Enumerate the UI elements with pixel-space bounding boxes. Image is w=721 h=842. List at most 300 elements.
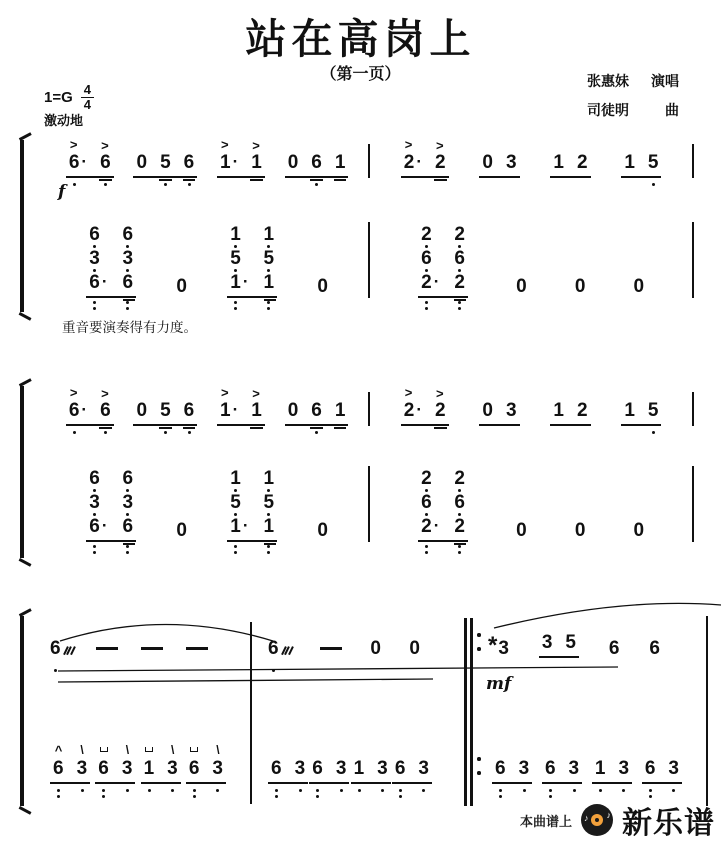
tremolo-icon — [283, 646, 292, 655]
note-digit: 2 — [454, 271, 465, 293]
note-digit: 2 — [403, 399, 415, 421]
note — [544, 757, 556, 779]
accent-icon: > — [101, 137, 109, 153]
octave-dots — [312, 789, 323, 798]
chord-level — [89, 272, 107, 292]
chord-level — [454, 272, 465, 292]
repeat-dot — [477, 757, 481, 761]
chord-level — [264, 272, 275, 292]
chord-level — [230, 492, 241, 512]
chord — [123, 224, 134, 292]
note-digit: 3 — [212, 757, 223, 779]
chord — [264, 468, 275, 536]
beam-group — [401, 385, 449, 426]
note-digit: 2 — [421, 515, 432, 537]
note-digit: 3 — [618, 757, 630, 779]
chord-level — [264, 516, 275, 536]
note — [50, 637, 73, 659]
beam-group — [309, 757, 349, 784]
repeat-dot — [477, 771, 481, 775]
sixteenth-beam — [250, 179, 263, 181]
beam-group — [217, 385, 265, 426]
octave-dots — [144, 789, 155, 792]
note-digit: 1 — [553, 399, 564, 421]
music-note-icon: ♪ — [606, 810, 611, 820]
beam-group — [268, 757, 308, 784]
note-digit: 5 — [160, 399, 171, 421]
note — [594, 757, 606, 779]
system-bracket — [20, 386, 24, 558]
note-digit: 2 — [576, 151, 588, 173]
measure — [370, 385, 692, 426]
beam-group — [592, 757, 632, 784]
chord-beam-group — [86, 468, 136, 542]
note-digit: 6 — [122, 223, 134, 245]
sixteenth-beam — [99, 179, 112, 181]
octave-dots — [234, 545, 237, 554]
performer-role: 演唱 — [651, 73, 679, 89]
brand-name: 新乐谱 — [622, 807, 715, 840]
note-digit: 6 — [268, 637, 279, 659]
ornament-group: * 3 — [488, 632, 509, 659]
note-digit: 6 — [100, 399, 111, 421]
note-digit: 2 — [421, 467, 432, 489]
chord-level — [89, 224, 100, 244]
dot-after: · — [81, 152, 88, 172]
note-digit: 1 — [353, 757, 365, 779]
octave-dot — [126, 301, 129, 304]
note — [136, 399, 148, 421]
octave-dot — [425, 551, 428, 554]
note-digit: 6 — [421, 247, 432, 269]
accent-icon: > — [436, 137, 444, 153]
repeat-dot — [477, 633, 481, 637]
octave-dots — [93, 545, 96, 554]
octave-dot — [126, 789, 129, 792]
note-digit: 5 — [565, 631, 576, 653]
octave-dots — [184, 183, 195, 186]
octave-dot — [81, 789, 84, 792]
octave-dots — [648, 431, 659, 434]
note — [68, 385, 88, 421]
beam-group — [217, 137, 265, 178]
note-digit: 1 — [220, 151, 231, 173]
octave-dots — [545, 789, 556, 798]
note-digit: 2 — [454, 467, 465, 489]
note-digit: 0 — [287, 399, 299, 421]
slash-fingering-icon: \ — [80, 742, 84, 757]
note — [647, 151, 659, 173]
octave-dot — [275, 795, 278, 798]
barline — [250, 622, 252, 804]
note-digit: 1 — [263, 515, 275, 537]
octave-dot — [622, 789, 625, 792]
measure — [46, 224, 368, 298]
expression-mark: 激动地 — [44, 113, 84, 128]
dot-after: · — [242, 516, 249, 536]
chord-level — [230, 272, 248, 292]
note-digit: 6 — [122, 515, 134, 537]
octave-dots — [354, 789, 365, 792]
octave-dot — [267, 301, 270, 304]
note — [618, 757, 630, 779]
octave-dot — [458, 307, 461, 310]
dash-extension — [141, 647, 163, 650]
rest-note — [176, 519, 187, 541]
chord-beam-group — [86, 224, 136, 298]
system1-chord-row — [46, 222, 694, 298]
chord-level — [421, 516, 439, 536]
measure — [46, 385, 368, 426]
measure — [46, 137, 368, 178]
site-watermark — [520, 798, 715, 842]
sixteenth-beam — [250, 427, 263, 429]
note-digit: 3 — [518, 757, 530, 779]
sixteenth-beam — [434, 427, 447, 429]
note-digit: 1 — [624, 399, 635, 421]
octave-dots — [311, 431, 322, 434]
sixteenth-beam — [310, 427, 323, 429]
octave-dot — [188, 183, 191, 186]
octave-dots — [53, 789, 64, 798]
note-digit: 1 — [230, 515, 241, 537]
beam-group — [95, 742, 135, 784]
sixteenth-beam — [159, 427, 172, 429]
chord-level — [123, 248, 134, 268]
note — [183, 151, 195, 173]
note — [403, 385, 423, 421]
note — [553, 399, 564, 421]
tremolo-icon — [65, 646, 74, 655]
octave-dot — [267, 545, 270, 548]
note-digit: 0 — [516, 275, 527, 297]
note — [624, 399, 635, 421]
octave-dot — [164, 183, 167, 186]
octave-dots — [167, 789, 178, 792]
note-digit: 0 — [317, 519, 328, 541]
note-digit: 2 — [421, 271, 432, 293]
octave-dot — [499, 795, 502, 798]
note-digit: 6 — [394, 757, 406, 779]
note-digit: 3 — [76, 757, 88, 779]
octave-dots — [377, 789, 388, 792]
beam-group — [621, 399, 661, 426]
beam-group — [392, 757, 432, 784]
chord-level — [123, 516, 134, 536]
note-digit: 1 — [143, 757, 155, 779]
dash-extension — [320, 647, 342, 650]
octave-dots — [69, 183, 80, 186]
chord-level — [454, 468, 465, 488]
accent-icon: > — [221, 137, 229, 153]
note-digit: 6 — [454, 247, 465, 269]
note-digit: 0 — [136, 151, 148, 173]
beam-group — [550, 399, 590, 426]
chord — [230, 468, 248, 536]
note — [100, 137, 111, 173]
note-digit: 3 — [122, 491, 134, 513]
music-note-icon: ♪ — [584, 813, 589, 823]
note — [435, 385, 446, 421]
chord-level — [264, 492, 275, 512]
octave-dot — [126, 551, 129, 554]
barline — [692, 466, 694, 542]
dot-after: · — [433, 516, 440, 536]
system-bracket — [20, 140, 24, 312]
octave-dots — [212, 789, 223, 792]
note-digit: 5 — [263, 247, 275, 269]
vinyl-record-icon — [581, 804, 613, 836]
octave-dot — [649, 789, 652, 792]
note — [188, 757, 200, 779]
octave-dots — [648, 183, 659, 186]
chord-level — [454, 492, 465, 512]
octave-dot — [216, 789, 219, 792]
chord-level — [264, 224, 275, 244]
note-digit: 6 — [89, 223, 100, 245]
octave-dot — [299, 789, 302, 792]
chord-beam-group — [418, 224, 468, 298]
note — [647, 399, 659, 421]
note — [287, 399, 299, 421]
note — [76, 742, 88, 779]
note-digit: 3 — [498, 637, 509, 659]
sixteenth-beam — [123, 299, 135, 301]
chord-level — [230, 248, 241, 268]
sixteenth-beam — [454, 299, 466, 301]
note-digit: 6 — [311, 399, 322, 421]
measure — [370, 468, 692, 542]
octave-dot — [499, 789, 502, 792]
key-signature — [44, 83, 94, 113]
octave-dots — [425, 301, 428, 310]
chord-level — [123, 224, 134, 244]
octave-dots — [569, 789, 580, 792]
note-digit: 3 — [568, 757, 580, 779]
note-digit: 0 — [370, 637, 381, 659]
octave-dots — [645, 789, 656, 798]
note-digit: 2 — [435, 399, 446, 421]
time-signature — [81, 83, 94, 113]
octave-dot — [188, 431, 191, 434]
note — [353, 757, 365, 779]
note-digit: 3 — [668, 757, 679, 779]
chord-level — [264, 468, 275, 488]
note — [183, 399, 195, 421]
chord-level — [421, 272, 439, 292]
note — [251, 385, 262, 421]
note — [167, 742, 178, 779]
note-digit: 1 — [251, 399, 262, 421]
octave-dots — [668, 789, 679, 792]
beam-group — [186, 742, 226, 784]
note-digit: 6 — [421, 491, 432, 513]
octave-dot — [148, 789, 151, 792]
octave-dot — [267, 307, 270, 310]
meter-denominator: 4 — [81, 97, 94, 112]
octave-dots — [311, 183, 322, 186]
note-digit: 1 — [230, 271, 241, 293]
dot-after: · — [232, 152, 239, 172]
octave-dots — [267, 301, 270, 310]
note-digit: 5 — [647, 151, 659, 173]
note — [644, 757, 656, 779]
note-digit: 5 — [647, 399, 659, 421]
chord-level — [421, 248, 432, 268]
note — [435, 137, 446, 173]
glissando-line — [58, 667, 618, 671]
phrase-slur — [494, 603, 721, 628]
octave-dots — [234, 301, 237, 310]
credits — [587, 71, 679, 120]
dash-extension — [186, 647, 208, 650]
measure — [370, 137, 692, 178]
octave-dots — [77, 789, 88, 792]
note-digit: 0 — [574, 519, 586, 541]
octave-dots — [160, 431, 171, 434]
chord — [454, 468, 465, 536]
beam-group — [642, 757, 682, 784]
beam-group — [492, 757, 532, 784]
octave-dots — [271, 789, 282, 798]
beam-group — [351, 757, 391, 784]
octave-dots — [595, 789, 606, 792]
note — [136, 151, 148, 173]
dot-after: · — [416, 152, 423, 172]
octave-dot — [193, 789, 196, 792]
chord-beam-group — [418, 468, 468, 542]
note-digit: 6 — [89, 271, 100, 293]
note-digit: 2 — [421, 223, 432, 245]
octave-dots — [458, 301, 461, 310]
note — [100, 385, 111, 421]
octave-dot — [340, 789, 343, 792]
octave-dot — [73, 183, 76, 186]
beam-group — [539, 631, 579, 658]
octave-dot — [316, 789, 319, 792]
note-digit: 3 — [167, 757, 178, 779]
note-digit: 0 — [409, 637, 420, 659]
note — [495, 757, 506, 779]
note-digit: 0 — [287, 151, 299, 173]
note — [506, 399, 517, 421]
note-digit: 6 — [100, 151, 111, 173]
chord-level — [123, 492, 134, 512]
accent-icon: > — [69, 137, 78, 153]
beam-group — [133, 399, 197, 426]
note-digit: 3 — [89, 247, 100, 269]
note — [541, 631, 553, 653]
note — [506, 151, 517, 173]
dot-after: · — [433, 272, 440, 292]
note — [121, 742, 133, 779]
u-fingering-icon — [145, 747, 153, 752]
note — [220, 137, 239, 173]
octave-dot — [315, 183, 318, 186]
note-digit: 6 — [312, 757, 323, 779]
note — [271, 757, 282, 779]
octave-dot — [104, 431, 107, 434]
octave-dot — [73, 431, 76, 434]
slash-fingering-icon: \ — [170, 742, 175, 757]
beam-group — [285, 399, 349, 426]
chord-level — [230, 224, 241, 244]
beam-group — [133, 151, 197, 178]
note — [498, 637, 509, 659]
octave-dots — [126, 301, 129, 310]
note-digit: 6 — [608, 637, 620, 659]
beam-group — [285, 151, 349, 178]
note — [608, 637, 620, 659]
octave-dot — [315, 431, 318, 434]
octave-dot — [458, 545, 461, 548]
octave-dot — [399, 789, 402, 792]
rest-note — [574, 519, 586, 541]
song-title: 站在高岗上 — [245, 16, 476, 62]
note — [624, 151, 635, 173]
note-digit: 1 — [230, 467, 241, 489]
octave-dot — [422, 789, 425, 792]
note — [403, 137, 423, 173]
dot-after: · — [81, 400, 88, 420]
octave-dot — [57, 789, 60, 792]
note-digit: 6 — [89, 467, 100, 489]
chord — [123, 468, 134, 536]
rest-note — [633, 275, 645, 297]
note-digit: 6 — [68, 399, 80, 421]
beam-group — [401, 137, 449, 178]
sixteenth-beam — [123, 543, 135, 545]
rest-note — [516, 275, 527, 297]
performer-name: 张惠妹 — [587, 73, 629, 89]
sixteenth-beam — [334, 427, 347, 429]
note-digit: 3 — [335, 757, 347, 779]
meter-numerator: 4 — [83, 82, 92, 97]
octave-dot — [193, 795, 196, 798]
octave-dots — [268, 669, 279, 672]
octave-dot — [672, 789, 675, 792]
octave-dots — [50, 669, 61, 672]
system2-chord-row — [46, 466, 694, 542]
note — [553, 151, 564, 173]
accent-icon: > — [101, 385, 109, 401]
octave-dots — [98, 789, 109, 798]
rest-note — [176, 275, 187, 297]
system-bracket — [20, 616, 24, 806]
note-digit: 2 — [454, 515, 465, 537]
note-digit: 2 — [435, 151, 446, 173]
note-digit: 6 — [50, 637, 61, 659]
note — [394, 757, 406, 779]
note-digit: 1 — [334, 151, 346, 173]
octave-dot — [399, 795, 402, 798]
note — [649, 637, 660, 659]
note — [576, 399, 588, 421]
octave-dot — [93, 307, 96, 310]
octave-dots — [267, 545, 270, 554]
chord-level — [89, 468, 100, 488]
beam-group — [479, 399, 519, 426]
beam-group — [66, 137, 114, 178]
note — [160, 399, 171, 421]
rest-note — [574, 275, 586, 297]
octave-dot — [126, 307, 129, 310]
octave-dot — [652, 431, 655, 434]
note-digit: 1 — [553, 151, 564, 173]
chord — [89, 224, 107, 292]
beam-group — [50, 742, 90, 784]
beam-group — [621, 151, 661, 178]
